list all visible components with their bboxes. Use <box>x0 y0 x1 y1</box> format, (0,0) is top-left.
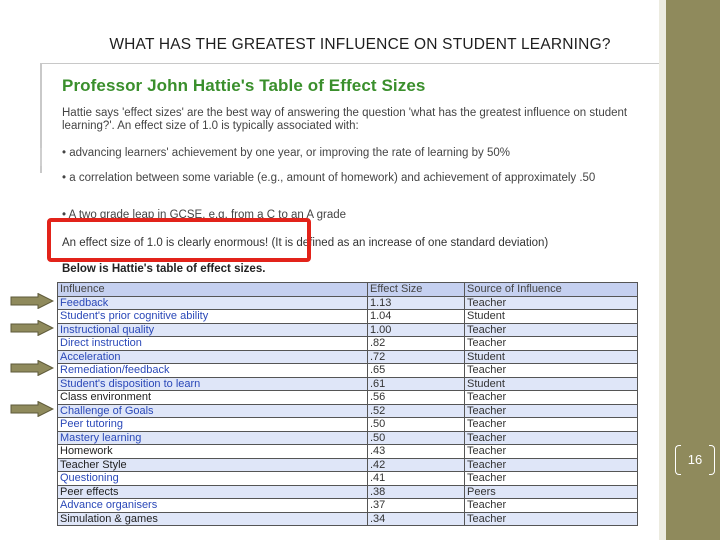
influence-cell: Peer effects <box>58 485 368 499</box>
effect-size-cell: .37 <box>368 499 465 513</box>
table-row <box>58 418 638 432</box>
influence-cell: Mastery learning <box>58 431 368 445</box>
influence-cell: Remediation/feedback <box>58 364 368 378</box>
influence-cell: Teacher Style <box>58 458 368 472</box>
table-row <box>58 377 638 391</box>
table-row <box>58 310 638 324</box>
table-row <box>58 485 638 499</box>
source-cell: Peers <box>465 485 638 499</box>
bullet-text: advancing learners' achievement by one year, or improving the rate of learning by 50% <box>69 147 510 159</box>
influence-cell: Acceleration <box>58 350 368 364</box>
effect-size-cell: .52 <box>368 404 465 418</box>
influence-cell: Questioning <box>58 472 368 486</box>
source-cell: Student <box>465 310 638 324</box>
influence-cell: Direct instruction <box>58 337 368 351</box>
right-arrow-icon <box>10 293 54 309</box>
table-caption: Below is Hattie's table of effect sizes. <box>62 263 266 275</box>
page-number: 16 <box>687 452 703 467</box>
right-arrow-icon <box>10 360 54 376</box>
table-row <box>58 391 638 405</box>
source-cell: Teacher <box>465 391 638 405</box>
source-cell: Teacher <box>465 472 638 486</box>
source-cell: Teacher <box>465 323 638 337</box>
table-row <box>58 296 638 310</box>
effect-size-cell: .41 <box>368 472 465 486</box>
table-row <box>58 364 638 378</box>
bullet-text: A two grade leap in GCSE, e.g. from a C to an A grade <box>68 209 347 221</box>
right-arrow-icon <box>10 320 54 336</box>
table-row <box>58 472 638 486</box>
table-row <box>58 512 638 526</box>
table-row <box>58 445 638 459</box>
effect-size-cell: 1.04 <box>368 310 465 324</box>
effect-size-cell: .42 <box>368 458 465 472</box>
bullet-item: • A two grade leap in GCSE, e.g. from a C to an A grade <box>62 209 347 221</box>
effect-size-cell: .82 <box>368 337 465 351</box>
influence-cell: Student's disposition to learn <box>58 377 368 391</box>
table-header-row <box>58 283 638 297</box>
source-cell: Teacher <box>465 445 638 459</box>
influence-cell: Simulation & games <box>58 512 368 526</box>
right-gap-strip <box>659 0 666 540</box>
table-row <box>58 499 638 513</box>
source-cell: Teacher <box>465 499 638 513</box>
effect-size-cell: .34 <box>368 512 465 526</box>
effect-size-cell: .72 <box>368 350 465 364</box>
document-intro: Hattie says 'effect sizes' are the best way of answering the question 'what has the greatest influence on student learning?'. An effect size of 1.0 is typically associated with: <box>62 107 628 132</box>
column-header-influence: Influence <box>58 283 368 297</box>
slide-title: WHAT HAS THE GREATEST INFLUENCE ON STUDENT LEARNING? <box>109 36 611 53</box>
table-row <box>58 431 638 445</box>
effect-size-cell: .61 <box>368 377 465 391</box>
source-cell: Teacher <box>465 364 638 378</box>
emphasis-line: An effect size of 1.0 is clearly enormous! (It is defined as an increase of one standard deviation) <box>62 237 549 249</box>
effect-size-cell: .38 <box>368 485 465 499</box>
effect-size-cell: .65 <box>368 364 465 378</box>
influence-cell: Homework <box>58 445 368 459</box>
right-arrow-icon <box>10 401 54 417</box>
column-header-effect-size: Effect Size <box>368 283 465 297</box>
source-cell: Teacher <box>465 458 638 472</box>
source-cell: Teacher <box>465 337 638 351</box>
influence-cell: Instructional quality <box>58 323 368 337</box>
influence-cell: Student's prior cognitive ability <box>58 310 368 324</box>
effect-size-table <box>57 282 638 526</box>
effect-size-cell: .43 <box>368 445 465 459</box>
influence-cell: Feedback <box>58 296 368 310</box>
table-row <box>58 404 638 418</box>
bullet-item: • a correlation between some variable (e.g., amount of homework) and achievement of approximately .50 <box>62 172 596 184</box>
effect-size-cell: .50 <box>368 418 465 432</box>
highlight-box <box>47 218 311 262</box>
influence-cell: Peer tutoring <box>58 418 368 432</box>
column-header-source: Source of Influence <box>465 283 638 297</box>
table-row <box>58 337 638 351</box>
table-row <box>58 323 638 337</box>
influence-cell: Challenge of Goals <box>58 404 368 418</box>
source-cell: Teacher <box>465 512 638 526</box>
source-cell: Student <box>465 350 638 364</box>
effect-size-cell: 1.00 <box>368 323 465 337</box>
source-cell: Teacher <box>465 404 638 418</box>
effect-size-cell: .56 <box>368 391 465 405</box>
source-cell: Teacher <box>465 431 638 445</box>
source-cell: Student <box>465 377 638 391</box>
source-cell: Teacher <box>465 418 638 432</box>
bullet-text: a correlation between some variable (e.g., amount of homework) and achievement of approximately .50 <box>69 172 596 184</box>
influence-cell: Advance organisers <box>58 499 368 513</box>
table-row <box>58 350 638 364</box>
bullet-item: • advancing learners' achievement by one year, or improving the rate of learning by 50% <box>62 147 510 159</box>
source-cell: Teacher <box>465 296 638 310</box>
effect-size-cell: .50 <box>368 431 465 445</box>
influence-cell: Class environment <box>58 391 368 405</box>
effect-size-cell: 1.13 <box>368 296 465 310</box>
document-heading: Professor John Hattie's Table of Effect Sizes <box>62 76 426 95</box>
table-row <box>58 458 638 472</box>
